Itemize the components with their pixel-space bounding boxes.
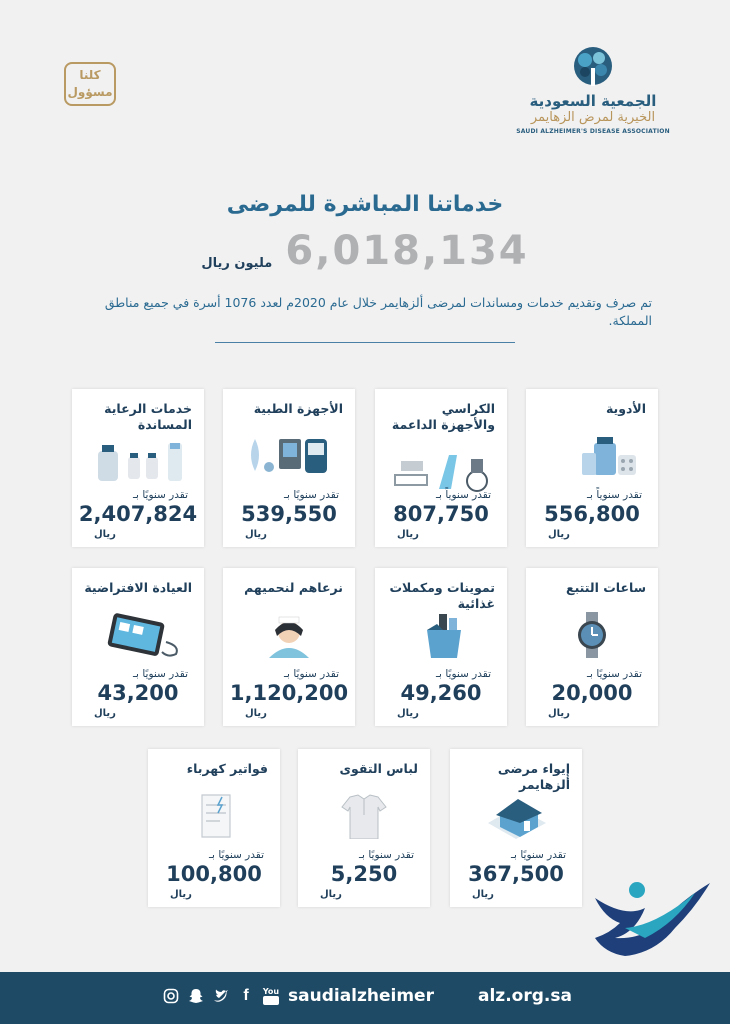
card-value: 367,500 [468,862,564,886]
card-virtual-clinic [72,568,204,726]
card-title: الكراسي والأجهزة الداعمة [391,401,495,432]
association-tagline: الخيرية لمرض الزهايمر [530,110,656,125]
card-title: الأدوية [605,401,646,416]
instagram-icon[interactable] [162,987,180,1005]
watch-icon [542,612,642,658]
badge-line1: كلنا [79,68,101,82]
website-link[interactable]: alz.org.sa [478,986,572,1006]
house-icon [466,793,566,839]
estimate-label: تقدر سنويًا بـ [283,489,339,501]
estimate-label: تقدر سنويًا بـ [208,849,264,861]
estimate-label: تقدر سنويًا بـ [435,668,491,680]
card-value: 43,200 [97,681,179,705]
card-value: 5,250 [330,862,398,886]
bill-icon [164,793,264,839]
youtube-label: You [262,987,280,996]
currency-label: ريال [94,708,116,719]
tablet-clinic-icon [88,612,188,658]
currency-label: ريال [245,529,267,540]
currency-label: ريال [548,708,570,719]
kulluna-masool-badge [64,62,116,106]
medical-devices-icon [239,433,339,479]
association-name-en: SAUDI ALZHEIMER'S DISEASE ASSOCIATION [516,128,670,135]
currency-label: ريال [170,889,192,900]
care-products-icon [88,439,188,485]
card-value: 556,800 [544,502,640,526]
card-title: الأجهزة الطبية [253,401,343,416]
card-title: تموينات ومكملات غذائية [389,580,495,611]
card-nursing-care [223,568,355,726]
total-amount: 6,018,134 [285,228,529,274]
snapchat-icon[interactable] [187,987,205,1005]
card-value: 539,550 [241,502,337,526]
publisher-logo-icon [585,878,715,973]
currency-label: ريال [472,889,494,900]
estimate-label: تقدر سنوياً بـ [586,489,642,501]
card-title: خدمات الرعاية المساندة [104,401,192,432]
nurse-icon [239,612,339,658]
card-value: 1,120,200 [229,681,349,705]
card-value: 20,000 [551,681,633,705]
groceries-icon [391,612,491,658]
card-tracking-watches [526,568,658,726]
estimate-label: تقدر سنويًا بـ [586,668,642,680]
card-value: 2,407,824 [78,502,198,526]
estimate-label: تقدر سنويًا بـ [132,668,188,680]
total-unit: مليون ريال [201,255,273,271]
currency-label: ريال [397,529,419,540]
page-title: خدماتنا المباشرة للمرضى [226,192,504,217]
medicine-icon [542,433,642,479]
card-clothing [298,749,430,907]
card-title: ساعات التتبع [566,580,646,595]
card-value: 49,260 [400,681,482,705]
estimate-label: تقدر سنويًا بـ [510,849,566,861]
estimate-label: تقدر سنويًا بـ [132,489,188,501]
currency-label: ريال [245,708,267,719]
association-name: الجمعية السعودية [529,92,657,110]
association-logo [508,46,678,135]
card-title: العيادة الافتراضية [84,580,192,595]
youtube-icon[interactable] [262,987,280,1005]
card-title: إيواء مرضى ألزهايمر [497,761,570,792]
estimate-label: تقدر سنويًا بـ [358,849,414,861]
card-title: فواتير كهرباء [186,761,268,776]
currency-label: ريال [94,529,116,540]
tree-logo-icon [565,46,621,88]
card-medicines [526,389,658,547]
total-amount-row [0,228,730,274]
card-electricity-bills [148,749,280,907]
estimate-label: تقدر سنوياً بـ [435,489,491,501]
currency-label: ريال [320,889,342,900]
card-value: 807,750 [393,502,489,526]
twitter-icon[interactable] [212,987,230,1005]
card-groceries [375,568,507,726]
currency-label: ريال [397,708,419,719]
thobe-icon [314,793,414,839]
facebook-icon[interactable]: f [243,987,249,1004]
estimate-label: تقدر سنويًا بـ [283,668,339,680]
badge-line2: مسؤول [67,85,113,99]
card-patient-housing [450,749,582,907]
card-title: نرعاهم لنحميهم [244,580,343,595]
services-description: تم صرف وتقديم خدمات ومساندات لمرضى ألزهايمر خلال عام 2020م لعدد 1076 أسرة في جميع مناطق المملكة. [104,295,652,328]
currency-label: ريال [548,529,570,540]
card-supportive-care [72,389,204,547]
card-medical-devices [223,389,355,547]
social-handle[interactable]: saudialzheimer [288,986,434,1006]
footer-bar [0,972,730,1024]
divider [215,342,515,343]
card-value: 100,800 [166,862,262,886]
social-icons [162,987,280,1005]
card-chairs-devices [375,389,507,547]
card-title: لباس التقوى [339,761,418,776]
